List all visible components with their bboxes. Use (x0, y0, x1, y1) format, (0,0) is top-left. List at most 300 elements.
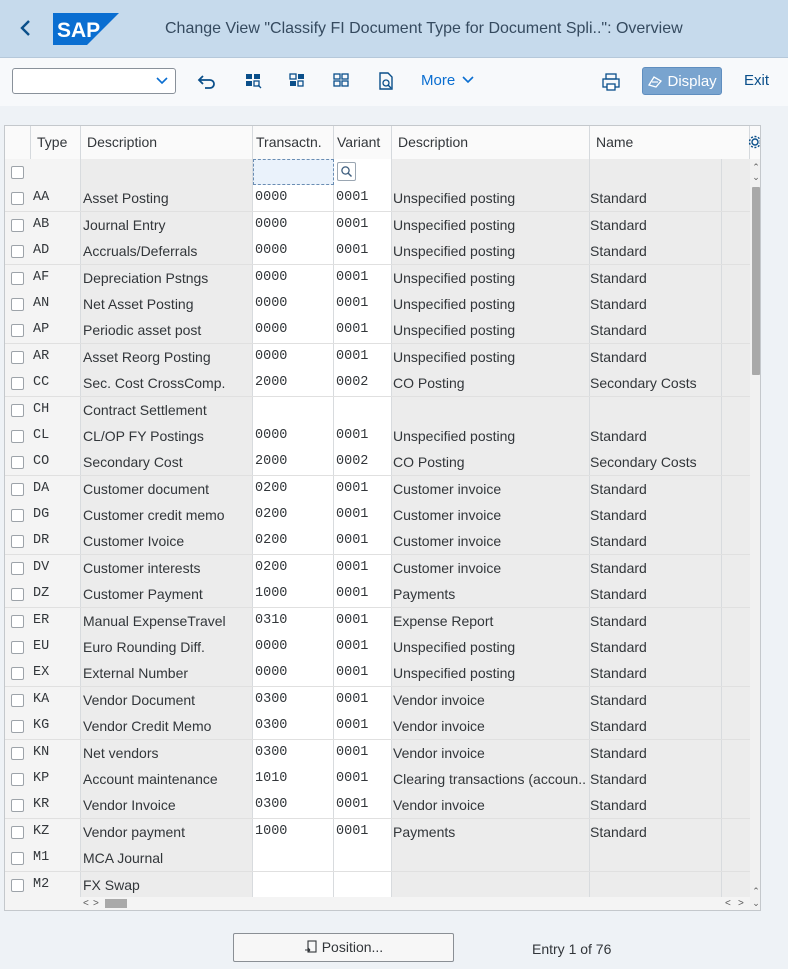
doc-type-description-cell: Account maintenance (81, 766, 253, 792)
row-spacer-cell (722, 238, 750, 264)
vertical-scrollbar[interactable] (750, 159, 761, 911)
name-cell: Standard (590, 740, 722, 766)
transaction-input[interactable] (253, 185, 334, 211)
variant-input[interactable] (334, 370, 392, 396)
variant-input-text: 0001 (336, 533, 369, 549)
doc-type-description-cell: MCA Journal (81, 845, 253, 871)
row-spacer-cell (722, 449, 750, 475)
variant-description-cell: Unspecified posting (392, 185, 590, 211)
table-row[interactable] (5, 766, 750, 792)
position-icon (304, 940, 318, 954)
scroll-up-icon[interactable]: ⌃ (752, 886, 760, 896)
row-checkbox[interactable] (11, 826, 24, 839)
row-checkbox[interactable] (11, 456, 24, 469)
row-select-cell (5, 265, 31, 291)
table-row[interactable] (5, 344, 750, 370)
row-spacer-cell (722, 555, 750, 581)
row-checkbox[interactable] (11, 747, 24, 760)
doc-type-description-cell: Vendor Document (81, 687, 253, 713)
row-spacer-cell (722, 502, 750, 528)
row-checkbox[interactable] (11, 641, 24, 654)
doc-type-cell: DV (31, 555, 81, 581)
doc-type-cell: AD (31, 238, 81, 264)
variant-input-text (334, 402, 336, 417)
transaction-input[interactable] (253, 528, 334, 554)
transaction-input-text: 1000 (255, 823, 288, 839)
table-row[interactable] (5, 872, 750, 898)
variant-input[interactable] (334, 212, 392, 238)
transaction-input[interactable] (253, 397, 334, 423)
transaction-input-text: 0300 (255, 744, 288, 760)
variant-input[interactable] (334, 766, 392, 792)
variant-description-cell: Customer invoice (392, 502, 590, 528)
row-select-cell (5, 660, 31, 686)
row-spacer-cell (722, 872, 750, 898)
horizontal-scrollbar[interactable] (5, 897, 750, 910)
doc-type-cell: EX (31, 660, 81, 686)
transaction-input[interactable] (253, 634, 334, 660)
print-icon[interactable] (600, 71, 622, 93)
row-spacer-cell (722, 819, 750, 845)
row-spacer-cell (722, 660, 750, 686)
transaction-input[interactable] (253, 872, 334, 898)
variant-input[interactable] (334, 608, 392, 634)
transaction-input[interactable] (253, 740, 334, 766)
transaction-input-text (253, 877, 255, 892)
row-checkbox[interactable] (11, 324, 24, 337)
variant-input-text (334, 850, 336, 865)
variant-input[interactable] (334, 317, 392, 343)
doc-type-cell: CH (31, 397, 81, 423)
transaction-input-text: 2000 (255, 375, 288, 391)
select-all-icon[interactable] (243, 70, 265, 92)
doc-type-description-cell: Customer document (81, 476, 253, 502)
variant-description-cell: CO Posting (392, 370, 590, 396)
more-label: More (421, 72, 456, 89)
table-row[interactable] (5, 476, 750, 502)
row-select-cell (5, 555, 31, 581)
doc-type-description-cell: External Number (81, 660, 253, 686)
variant-input[interactable] (334, 502, 392, 528)
filter-variant-cell (334, 159, 392, 185)
transaction-input[interactable] (253, 687, 334, 713)
name-cell: Standard (590, 660, 722, 686)
doc-type-description-cell: CL/OP FY Postings (81, 423, 253, 449)
doc-type-cell: AF (31, 265, 81, 291)
row-checkbox[interactable] (11, 720, 24, 733)
row-checkbox[interactable] (11, 377, 24, 390)
display-button[interactable] (642, 67, 722, 95)
transaction-input-text: 0000 (255, 216, 288, 232)
column-header-name[interactable]: Name (590, 126, 750, 159)
table-row[interactable] (5, 238, 750, 264)
variant-description-cell (392, 872, 590, 898)
variant-description-cell: Unspecified posting (392, 212, 590, 238)
chevron-left-icon (14, 16, 38, 40)
row-spacer-cell (722, 766, 750, 792)
row-spacer-cell (722, 265, 750, 291)
transaction-input-text: 0000 (255, 348, 288, 364)
row-checkbox[interactable] (11, 430, 24, 443)
filter-type-cell (31, 159, 81, 185)
row-select-cell (5, 476, 31, 502)
doc-type-cell: CC (31, 370, 81, 396)
name-cell: Standard (590, 291, 722, 317)
variant-input[interactable] (334, 845, 392, 871)
variant-description-cell: Unspecified posting (392, 344, 590, 370)
row-checkbox[interactable] (11, 351, 24, 364)
table-row[interactable] (5, 792, 750, 818)
doc-type-description-cell: Customer credit memo (81, 502, 253, 528)
row-checkbox[interactable] (11, 272, 24, 285)
doc-type-cell: DZ (31, 581, 81, 607)
variant-input[interactable] (334, 555, 392, 581)
entry-counter: Entry 1 of 76 (532, 941, 612, 957)
transaction-input-text: 0300 (255, 797, 288, 813)
variant-input-text: 0001 (336, 216, 369, 232)
doc-type-description-cell: Asset Posting (81, 185, 253, 211)
transaction-input[interactable] (253, 423, 334, 449)
row-checkbox[interactable] (11, 615, 24, 628)
row-select-cell (5, 687, 31, 713)
variant-description-cell: Customer invoice (392, 476, 590, 502)
name-cell: Standard (590, 502, 722, 528)
transaction-input-text: 1000 (255, 586, 288, 602)
shell-header (0, 0, 788, 58)
position-label: Position... (321, 939, 384, 955)
row-checkbox[interactable] (11, 879, 24, 892)
row-select-cell (5, 634, 31, 660)
filter-description-cell (81, 159, 253, 185)
transaction-input-text: 0310 (255, 612, 288, 628)
transaction-input[interactable] (253, 660, 334, 686)
toolbar (0, 58, 788, 106)
row-select-cell (5, 845, 31, 871)
name-cell: Standard (590, 608, 722, 634)
transaction-input-text: 0000 (255, 427, 288, 443)
table-row[interactable] (5, 397, 750, 423)
doc-type-cell: AP (31, 317, 81, 343)
scroll-left-icon[interactable]: < (83, 898, 89, 909)
doc-type-cell: DG (31, 502, 81, 528)
filter-variant-description-cell (392, 159, 590, 185)
table-row[interactable] (5, 265, 750, 291)
doc-type-description-cell: Manual ExpenseTravel (81, 608, 253, 634)
transaction-input[interactable] (253, 555, 334, 581)
variant-input[interactable] (334, 423, 392, 449)
variant-input-text: 0002 (336, 454, 369, 470)
row-spacer-cell (722, 687, 750, 713)
table-row[interactable] (5, 608, 750, 634)
variant-input[interactable] (334, 528, 392, 554)
transaction-input[interactable] (253, 265, 334, 291)
variant-input[interactable] (334, 819, 392, 845)
name-cell: Standard (590, 792, 722, 818)
transaction-input[interactable] (253, 819, 334, 845)
row-checkbox[interactable] (11, 694, 24, 707)
transaction-input[interactable] (253, 449, 334, 475)
variant-input[interactable] (334, 792, 392, 818)
variant-input-text: 0001 (336, 559, 369, 575)
column-header-transaction[interactable]: Transactn. (253, 126, 334, 159)
variant-input[interactable] (334, 713, 392, 739)
table-row[interactable] (5, 291, 750, 317)
table-row[interactable] (5, 555, 750, 581)
scroll-up-icon[interactable]: ⌃ (752, 162, 760, 172)
name-cell: Standard (590, 634, 722, 660)
table-row[interactable] (5, 845, 750, 871)
doc-type-cell: CL (31, 423, 81, 449)
doc-type-cell: AA (31, 185, 81, 211)
scroll-left-icon[interactable]: < (725, 898, 731, 909)
variant-input-text: 0001 (336, 427, 369, 443)
variant-input[interactable] (334, 238, 392, 264)
variant-description-cell: Vendor invoice (392, 740, 590, 766)
name-cell (590, 872, 722, 898)
row-checkbox[interactable] (11, 245, 24, 258)
row-select-cell (5, 740, 31, 766)
row-spacer-cell (722, 581, 750, 607)
transaction-input[interactable] (253, 845, 334, 871)
transaction-input[interactable] (253, 502, 334, 528)
select-all-cell (5, 159, 31, 185)
row-checkbox[interactable] (11, 852, 24, 865)
column-header-variant[interactable]: Variant (334, 126, 392, 159)
variant-input-text: 0001 (336, 507, 369, 523)
transaction-input[interactable] (253, 344, 334, 370)
row-checkbox[interactable] (11, 219, 24, 232)
table-row[interactable] (5, 317, 750, 343)
more-menu-button[interactable] (421, 72, 475, 89)
doc-type-description-cell: Customer Payment (81, 581, 253, 607)
scroll-right-icon[interactable]: > (738, 898, 744, 909)
variant-input-text: 0001 (336, 691, 369, 707)
row-spacer-cell (722, 792, 750, 818)
variant-description-cell: Payments (392, 819, 590, 845)
row-spacer-cell (722, 634, 750, 660)
column-header-variant-description[interactable]: Description (392, 126, 590, 159)
variant-input[interactable] (334, 344, 392, 370)
value-help-button[interactable] (337, 162, 356, 181)
scroll-down-icon[interactable]: ⌄ (752, 172, 760, 182)
variant-input-text: 0001 (336, 295, 369, 311)
transaction-input[interactable] (253, 476, 334, 502)
table-header (5, 126, 761, 160)
name-cell: Standard (590, 265, 722, 291)
row-spacer-cell (722, 317, 750, 343)
transaction-input[interactable] (253, 317, 334, 343)
transaction-input[interactable] (253, 581, 334, 607)
row-select-cell (5, 185, 31, 211)
table-row[interactable] (5, 212, 750, 238)
name-cell: Standard (590, 687, 722, 713)
doc-type-description-cell: Asset Reorg Posting (81, 344, 253, 370)
variant-input-text: 0001 (336, 269, 369, 285)
doc-type-description-cell: Journal Entry (81, 212, 253, 238)
table-row[interactable] (5, 528, 750, 554)
variant-input[interactable] (334, 687, 392, 713)
name-cell: Standard (590, 819, 722, 845)
exit-button[interactable]: Exit (744, 72, 770, 89)
transaction-input[interactable] (253, 370, 334, 396)
variant-description-cell: Unspecified posting (392, 265, 590, 291)
row-spacer-cell (722, 291, 750, 317)
doc-type-description-cell: Accruals/Deferrals (81, 238, 253, 264)
variant-description-cell: Vendor invoice (392, 687, 590, 713)
name-cell: Standard (590, 423, 722, 449)
table-row[interactable] (5, 713, 750, 739)
transaction-filter-input[interactable] (253, 159, 334, 185)
table-row[interactable] (5, 740, 750, 766)
doc-type-description-cell: Secondary Cost (81, 449, 253, 475)
variant-description-cell: Vendor invoice (392, 792, 590, 818)
variant-input-text: 0001 (336, 718, 369, 734)
name-cell: Standard (590, 212, 722, 238)
row-select-cell (5, 370, 31, 396)
transaction-input-text: 0300 (255, 718, 288, 734)
row-checkbox[interactable] (11, 298, 24, 311)
name-cell: Standard (590, 185, 722, 211)
column-header-select[interactable] (5, 126, 31, 159)
row-select-cell (5, 291, 31, 317)
command-select[interactable] (12, 68, 176, 94)
name-cell: Standard (590, 317, 722, 343)
transaction-input-text: 0000 (255, 665, 288, 681)
doc-type-cell: DR (31, 528, 81, 554)
transaction-input[interactable] (253, 238, 334, 264)
scroll-right-icon[interactable]: > (93, 898, 99, 909)
variant-input-text: 0001 (336, 243, 369, 259)
variant-input-text: 0001 (336, 322, 369, 338)
row-spacer-cell (722, 397, 750, 423)
svg-text:SAP: SAP (57, 19, 101, 42)
variant-input[interactable] (334, 397, 392, 423)
variant-input[interactable] (334, 291, 392, 317)
table-row[interactable] (5, 423, 750, 449)
variant-description-cell (392, 845, 590, 871)
column-header-description[interactable]: Description (81, 126, 253, 159)
variant-input[interactable] (334, 872, 392, 898)
select-block-icon[interactable] (287, 70, 309, 92)
horizontal-scroll-thumb[interactable] (105, 899, 127, 908)
table-row[interactable] (5, 581, 750, 607)
doc-type-description-cell: Depreciation Pstngs (81, 265, 253, 291)
row-spacer-cell (722, 528, 750, 554)
table-row[interactable] (5, 687, 750, 713)
variant-input-text: 0001 (336, 480, 369, 496)
table-row[interactable] (5, 502, 750, 528)
transaction-input-text: 0000 (255, 322, 288, 338)
table-row[interactable] (5, 449, 750, 475)
row-checkbox[interactable] (11, 773, 24, 786)
doc-type-description-cell: Sec. Cost CrossComp. (81, 370, 253, 396)
variant-input[interactable] (334, 740, 392, 766)
row-checkbox[interactable] (11, 562, 24, 575)
deselect-all-icon[interactable] (331, 70, 353, 92)
variant-input[interactable] (334, 265, 392, 291)
filter-spacer-cell (722, 159, 750, 185)
position-button[interactable] (233, 933, 454, 962)
row-checkbox[interactable] (11, 667, 24, 680)
transaction-input-text: 0000 (255, 639, 288, 655)
variant-input[interactable] (334, 660, 392, 686)
back-button[interactable] (14, 16, 38, 40)
transaction-input[interactable] (253, 212, 334, 238)
doc-type-cell: AR (31, 344, 81, 370)
chevron-down-icon (155, 73, 169, 87)
row-checkbox[interactable] (11, 404, 24, 417)
doc-type-cell: KN (31, 740, 81, 766)
chevron-down-icon (461, 75, 475, 85)
transaction-input-text: 0200 (255, 533, 288, 549)
doc-type-description-cell: FX Swap (81, 872, 253, 898)
variant-input[interactable] (334, 449, 392, 475)
undo-icon[interactable] (196, 70, 218, 92)
transaction-input[interactable] (253, 792, 334, 818)
row-select-cell (5, 713, 31, 739)
table-row[interactable] (5, 660, 750, 686)
transaction-input[interactable] (253, 291, 334, 317)
doc-type-description-cell: Vendor payment (81, 819, 253, 845)
row-select-cell (5, 766, 31, 792)
transaction-input-text (253, 850, 255, 865)
transaction-input-text: 0000 (255, 269, 288, 285)
transaction-input[interactable] (253, 766, 334, 792)
row-select-cell (5, 581, 31, 607)
row-checkbox[interactable] (11, 192, 24, 205)
select-all-checkbox[interactable] (11, 166, 24, 179)
print-preview-icon[interactable] (375, 70, 397, 92)
name-cell: Secondary Costs (590, 449, 722, 475)
transaction-input-text: 0200 (255, 480, 288, 496)
variant-description-cell: Unspecified posting (392, 634, 590, 660)
row-checkbox[interactable] (11, 535, 24, 548)
variant-input[interactable] (334, 476, 392, 502)
variant-input[interactable] (334, 581, 392, 607)
row-checkbox[interactable] (11, 588, 24, 601)
row-spacer-cell (722, 423, 750, 449)
table-row[interactable] (5, 819, 750, 845)
variant-description-cell: Unspecified posting (392, 423, 590, 449)
variant-input-text: 0001 (336, 744, 369, 760)
table-row[interactable] (5, 370, 750, 396)
variant-input-text: 0001 (336, 612, 369, 628)
table-body (5, 159, 750, 898)
doc-type-cell: KG (31, 713, 81, 739)
doc-type-cell: CO (31, 449, 81, 475)
column-header-type[interactable]: Type (31, 126, 81, 159)
vertical-scroll-thumb[interactable] (752, 187, 760, 375)
variant-input[interactable] (334, 634, 392, 660)
transaction-input-text: 0300 (255, 691, 288, 707)
table-row[interactable] (5, 634, 750, 660)
gear-icon[interactable] (747, 134, 761, 150)
transaction-input[interactable] (253, 713, 334, 739)
scroll-down-icon[interactable]: ⌄ (752, 898, 760, 908)
row-checkbox[interactable] (11, 509, 24, 522)
row-select-cell (5, 449, 31, 475)
doc-type-description-cell: Customer interests (81, 555, 253, 581)
row-checkbox[interactable] (11, 799, 24, 812)
doc-type-cell: EU (31, 634, 81, 660)
name-cell: Standard (590, 476, 722, 502)
row-checkbox[interactable] (11, 483, 24, 496)
table-row[interactable] (5, 185, 750, 211)
transaction-input-text: 0200 (255, 559, 288, 575)
variant-input[interactable] (334, 185, 392, 211)
row-select-cell (5, 792, 31, 818)
transaction-input[interactable] (253, 608, 334, 634)
